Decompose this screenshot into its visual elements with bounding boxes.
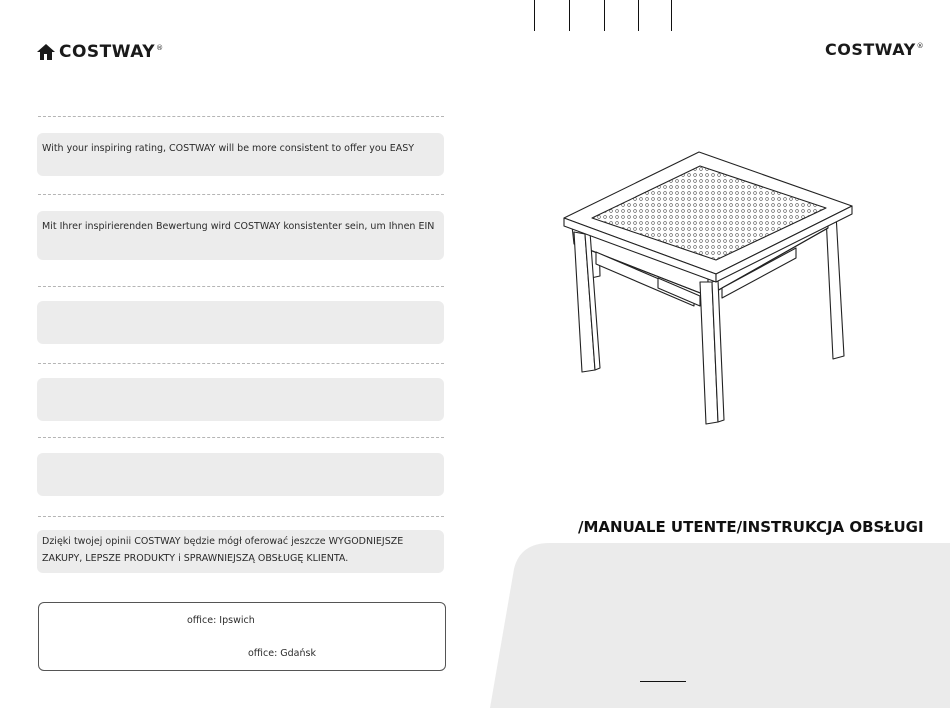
cut-marks <box>533 0 673 32</box>
dashed-divider <box>38 194 444 195</box>
costway-logo-left <box>36 42 164 62</box>
dashed-divider <box>38 116 444 117</box>
dashed-divider <box>38 363 444 364</box>
feedback-box-empty <box>37 453 444 496</box>
cut-mark <box>671 0 672 31</box>
house-icon <box>36 43 56 61</box>
dashed-divider <box>38 286 444 287</box>
registered-mark: ® <box>916 41 925 50</box>
logo-text: COSTWAY <box>59 42 156 62</box>
costway-logo-right <box>825 40 924 59</box>
dashed-divider <box>38 516 444 517</box>
feedback-text-english: With your inspiring rating, COSTWAY will be more consistent to offer you EASY <box>42 143 415 154</box>
cut-mark <box>604 0 605 31</box>
underline-mark <box>640 681 686 682</box>
feedback-text-german: Mit Ihrer inspirierenden Bewertung wird COSTWAY konsistenter sein, um Ihnen EIN <box>42 221 435 232</box>
gray-panel <box>490 543 950 708</box>
dashed-divider <box>38 437 444 438</box>
feedback-text-polish-line2: ZAKUPY, LEPSZE PRODUKTY i SPRAWNIEJSZĄ OBSŁUGĘ KLIENTA. <box>42 553 349 564</box>
feedback-box-german <box>37 211 444 260</box>
registered-mark: ® <box>156 44 164 52</box>
contact-box <box>38 602 446 671</box>
table-illustration <box>560 148 860 428</box>
feedback-box-english <box>37 133 444 176</box>
office-pl: office: Gdańsk <box>248 648 316 659</box>
manual-title: /MANUALE UTENTE/INSTRUKCJA OBSŁUGI <box>578 518 924 536</box>
feedback-text-polish-line1: Dzięki twojej opinii COSTWAY będzie mógł oferować jeszcze WYGODNIEJSZE <box>42 536 404 547</box>
cut-mark <box>569 0 570 31</box>
cut-mark <box>534 0 535 31</box>
cut-mark <box>638 0 639 31</box>
feedback-box-empty <box>37 378 444 421</box>
feedback-box-empty <box>37 301 444 344</box>
office-uk: office: Ipswich <box>187 615 255 626</box>
logo-text: COSTWAY <box>825 40 916 59</box>
feedback-box-polish <box>37 530 444 573</box>
